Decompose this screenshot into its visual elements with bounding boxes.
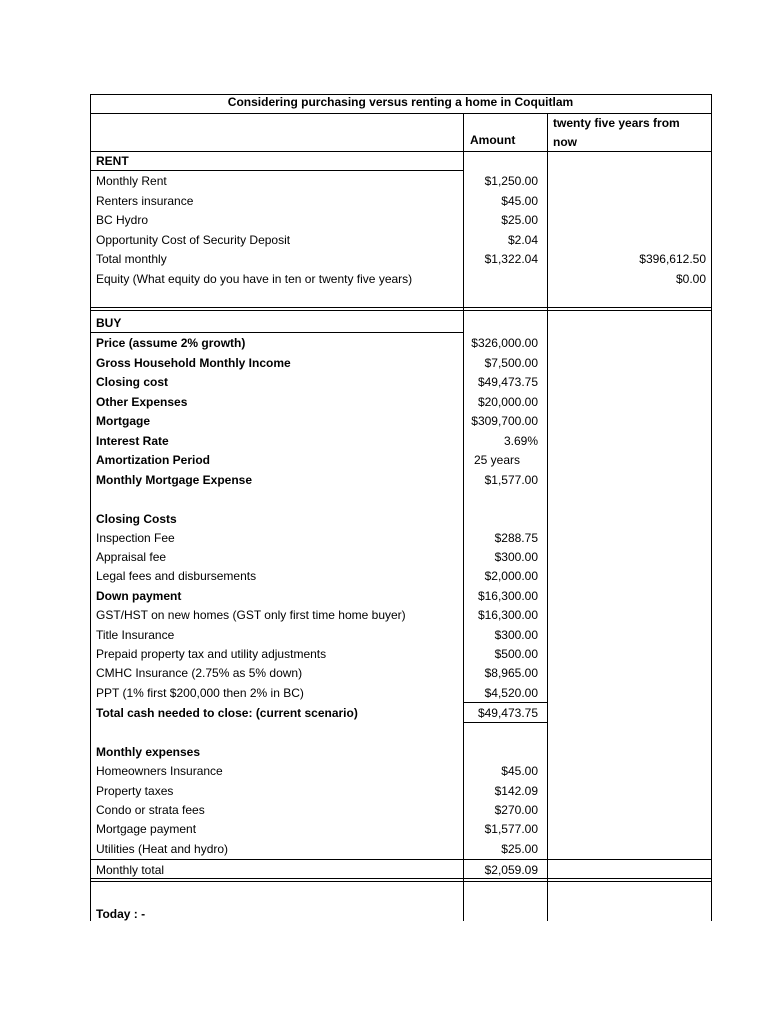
buy-row-amount: 25 years — [474, 453, 521, 467]
rent-row-amount: $2.04 — [507, 232, 538, 247]
rent-row-label: Renters insurance — [96, 193, 194, 208]
monthly-row-label: Property taxes — [96, 784, 174, 798]
buy-row-label: Monthly Mortgage Expense — [96, 472, 253, 487]
monthly-row-amount: $142.09 — [494, 784, 538, 798]
buy-row-label: Other Expenses — [96, 394, 188, 409]
buy-row-amount: $326,000.00 — [471, 336, 538, 350]
rent-row-label: Equity (What equity do you have in ten or twenty five years) — [96, 271, 413, 286]
rent-row-label: Opportunity Cost of Security Deposit — [96, 232, 291, 247]
sheet-title: Considering purchasing versus renting a home in Coquitlam — [227, 95, 574, 109]
buy-row-amount: $7,500.00 — [484, 355, 538, 370]
monthly-row-label: Utilities (Heat and hydro) — [96, 842, 229, 856]
rent-row-future: $396,612.50 — [639, 252, 706, 266]
buy-row-label: Amortization Period — [96, 453, 211, 467]
rent-row-label: BC Hydro — [96, 213, 149, 227]
monthly-heading: Monthly expenses — [96, 745, 201, 759]
monthly-row-label: Monthly total — [96, 863, 165, 877]
rent-row-future: $0.00 — [675, 271, 706, 286]
amount-header: Amount — [470, 133, 516, 147]
buy-row-label: Mortgage — [96, 414, 150, 428]
rent-row-amount: $1,250.00 — [484, 174, 538, 188]
buy-row-label: Closing cost — [96, 375, 169, 389]
closing-row-amount: $16,300.00 — [477, 589, 538, 603]
closing-row-label: GST/HST on new homes (GST only first time home buyer) — [96, 608, 406, 622]
closing-row-amount: $300.00 — [494, 628, 538, 642]
closing-row-amount: $49,473.75 — [477, 706, 538, 720]
rent-row-amount: $45.00 — [501, 193, 538, 208]
closing-row-label: Prepaid property tax and utility adjustments — [96, 647, 327, 661]
monthly-row-amount: $270.00 — [494, 803, 538, 817]
monthly-row-label: Homeowners Insurance — [96, 764, 223, 778]
closing-row-label: PPT (1% first $200,000 then 2% in BC) — [96, 686, 304, 700]
buy-row-amount: $309,700.00 — [471, 414, 538, 428]
closing-row-label: Down payment — [96, 589, 182, 603]
closing-row-label: Inspection Fee — [96, 531, 175, 545]
monthly-row-amount: $25.00 — [501, 842, 538, 856]
monthly-row-amount: $1,577.00 — [484, 822, 538, 836]
closing-row-amount: $4,520.00 — [484, 686, 538, 700]
rent-row-label: Monthly Rent — [96, 174, 167, 188]
monthly-row-amount: $2,059.09 — [484, 863, 538, 877]
buy-row-amount: $1,577.00 — [484, 472, 538, 487]
closing-row-label: Title Insurance — [96, 628, 175, 642]
closing-heading: Closing Costs — [96, 512, 177, 526]
buy-row-label: Interest Rate — [96, 433, 169, 448]
closing-row-label: Legal fees and disbursements — [96, 569, 257, 583]
future-header: twenty five years from now — [553, 116, 680, 149]
monthly-row-amount: $45.00 — [501, 764, 538, 778]
closing-row-amount: $8,965.00 — [484, 666, 538, 680]
rent-heading: RENT — [96, 154, 129, 168]
closing-row-amount: $300.00 — [494, 550, 538, 564]
rent-row-amount: $1,322.04 — [484, 252, 538, 266]
rent-row-label: Total monthly — [96, 252, 167, 266]
rent-row-amount: $25.00 — [501, 213, 538, 227]
buy-row-amount: $49,473.75 — [477, 375, 538, 389]
buy-row-amount: 3.69% — [503, 433, 538, 448]
buy-row-amount: $20,000.00 — [477, 394, 538, 409]
closing-row-label: CMHC Insurance (2.75% as 5% down) — [96, 666, 303, 680]
closing-row-amount: $2,000.00 — [484, 569, 538, 583]
buy-row-label: Price (assume 2% growth) — [96, 336, 246, 350]
buy-heading: BUY — [96, 316, 122, 330]
closing-row-amount: $288.75 — [494, 531, 538, 545]
monthly-row-label: Condo or strata fees — [96, 803, 205, 817]
today-label: Today : - — [96, 907, 146, 921]
closing-row-label: Total cash needed to close: (current scenario) — [96, 706, 358, 720]
monthly-row-label: Mortgage payment — [96, 822, 197, 836]
closing-row-amount: $16,300.00 — [477, 608, 538, 622]
buy-row-label: Gross Household Monthly Income — [96, 355, 291, 370]
closing-row-label: Appraisal fee — [96, 550, 167, 564]
closing-row-amount: $500.00 — [494, 647, 538, 661]
